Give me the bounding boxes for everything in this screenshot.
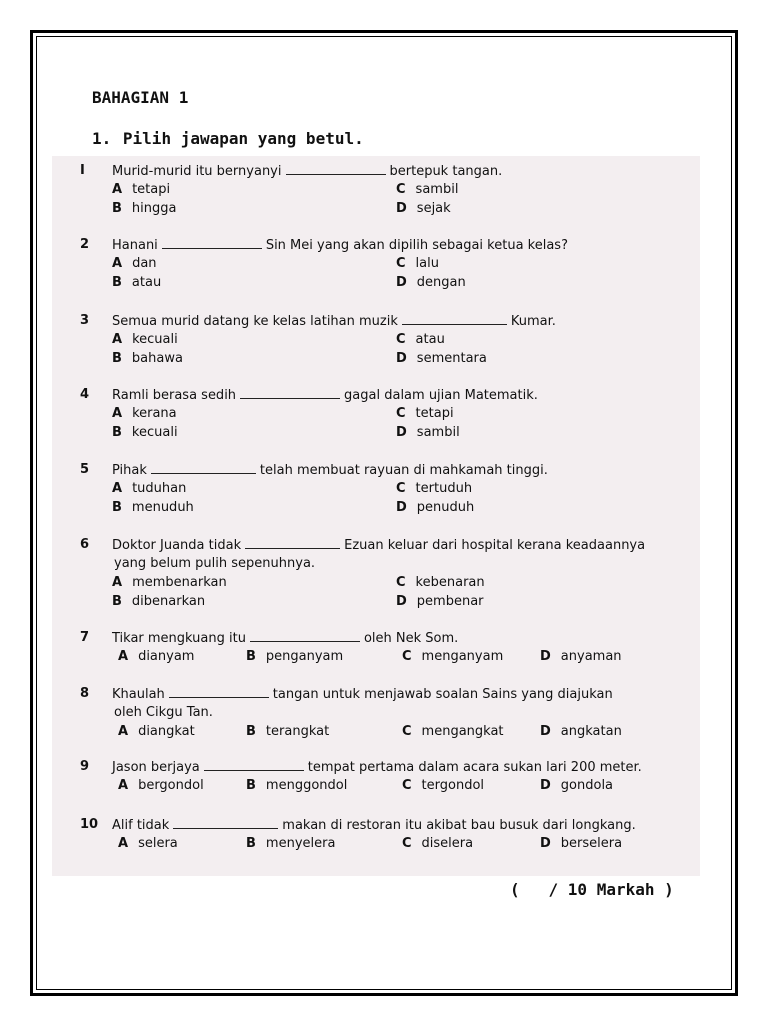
answer-option[interactable] (396, 594, 484, 609)
option-letter: D (396, 275, 407, 290)
option-text: sambil (416, 425, 460, 440)
option-letter: C (396, 332, 406, 347)
option-letter: C (402, 836, 412, 851)
option-letter: B (246, 778, 256, 793)
question-text (112, 387, 538, 403)
answer-option[interactable] (402, 836, 473, 851)
answer-option[interactable] (112, 182, 170, 197)
option-text: dengan (416, 275, 466, 290)
option-text: selera (138, 836, 178, 851)
option-letter: B (112, 275, 122, 290)
option-text: bahawa (131, 351, 183, 366)
option-text: dianyam (138, 649, 195, 664)
option-text: mengangkat (421, 724, 504, 739)
option-text: tuduhan (132, 481, 187, 496)
answer-option[interactable] (396, 201, 451, 216)
option-text: menggondol (265, 778, 348, 793)
option-text: hingga (131, 201, 177, 216)
question-number: 10 (80, 817, 99, 832)
question-text-after-blank: Kumar. (510, 314, 556, 329)
option-letter: D (396, 201, 407, 216)
question-number: 6 (80, 537, 90, 552)
question-number: 4 (80, 387, 90, 402)
option-letter: C (402, 724, 412, 739)
question-text-after-blank: tangan untuk menjawab soalan Sains yang diajukan (272, 687, 613, 702)
answer-blank (151, 462, 256, 474)
question-text-after-blank: tempat pertama dalam acara sukan lari 200 meter. (307, 760, 642, 775)
answer-option[interactable] (118, 836, 178, 851)
answer-option[interactable] (246, 649, 343, 664)
answer-option[interactable] (112, 256, 157, 271)
option-text: sejak (416, 201, 451, 216)
option-letter: A (112, 182, 123, 197)
instruction-text: Pilih jawapan yang betul. (122, 129, 364, 148)
option-letter: B (112, 500, 122, 515)
option-letter: D (540, 724, 551, 739)
section-title: BAHAGIAN 1 (92, 88, 189, 107)
option-text: kebenaran (415, 575, 485, 590)
answer-option[interactable] (540, 649, 622, 664)
answer-option[interactable] (402, 649, 503, 664)
option-letter: B (112, 425, 122, 440)
answer-option[interactable] (118, 778, 204, 793)
option-text: tertuduh (415, 481, 473, 496)
option-letter: A (112, 406, 123, 421)
answer-option[interactable] (396, 256, 439, 271)
answer-option[interactable] (396, 500, 474, 515)
option-text: kecuali (132, 332, 178, 347)
answer-option[interactable] (396, 275, 466, 290)
option-text: dibenarkan (131, 594, 206, 609)
question-text-before-blank: Hanani (112, 238, 158, 253)
option-letter: A (118, 649, 129, 664)
question-text-after-blank: makan di restoran itu akibat bau busuk dari longkang. (282, 818, 636, 833)
answer-blank (250, 630, 360, 642)
option-letter: A (112, 575, 123, 590)
question-text-after-blank: bertepuk tangan. (389, 164, 503, 179)
question-text-before-blank: Pihak (112, 463, 147, 478)
question-text-before-blank: Jason berjaya (112, 760, 200, 775)
option-text: bergondol (138, 778, 204, 793)
option-letter: D (540, 778, 551, 793)
question-text-before-blank: Khaulah (112, 687, 165, 702)
answer-option[interactable] (402, 778, 484, 793)
option-letter: C (402, 778, 412, 793)
answer-option[interactable] (112, 351, 183, 366)
option-letter: D (396, 594, 407, 609)
option-text: diselera (421, 836, 474, 851)
question-text-line2: yang belum pulih sepenuhnya. (114, 556, 316, 571)
answer-option[interactable] (396, 332, 445, 347)
answer-option[interactable] (246, 778, 347, 793)
option-text: menyelera (265, 836, 336, 851)
option-letter: A (112, 481, 123, 496)
option-letter: A (118, 836, 129, 851)
option-text: tetapi (415, 406, 454, 421)
answer-option[interactable] (246, 724, 329, 739)
option-letter: B (246, 836, 256, 851)
answer-option[interactable] (540, 778, 613, 793)
question-number: I (80, 163, 85, 178)
option-text: dan (132, 256, 157, 271)
question-text (112, 630, 458, 646)
option-letter: C (396, 406, 406, 421)
question-number: 3 (80, 313, 90, 328)
option-text: berselera (560, 836, 623, 851)
option-letter: A (118, 724, 129, 739)
answer-option[interactable] (112, 201, 176, 216)
answer-blank (286, 163, 386, 175)
option-letter: D (540, 649, 551, 664)
question-text-before-blank: Alif tidak (112, 818, 170, 833)
answer-blank (162, 237, 262, 249)
question-number: 5 (80, 462, 90, 477)
instruction-number: 1. (92, 129, 112, 148)
option-text: membenarkan (132, 575, 227, 590)
option-text: tetapi (132, 182, 171, 197)
option-text: menganyam (421, 649, 504, 664)
answer-option[interactable] (112, 500, 194, 515)
question-text-before-blank: Ramli berasa sedih (112, 388, 237, 403)
question-text (112, 537, 645, 553)
option-letter: B (246, 649, 256, 664)
option-text: anyaman (560, 649, 622, 664)
answer-option[interactable] (112, 481, 186, 496)
answer-option[interactable] (396, 351, 487, 366)
option-text: sementara (416, 351, 487, 366)
question-text (112, 462, 548, 478)
question-text (112, 237, 568, 253)
question-text-before-blank: Semua murid datang ke kelas latihan muzik (112, 314, 398, 329)
answer-option[interactable] (402, 724, 504, 739)
option-letter: C (396, 481, 406, 496)
option-letter: D (396, 500, 407, 515)
option-text: atau (131, 275, 162, 290)
option-text: kerana (132, 406, 177, 421)
option-letter: B (112, 201, 122, 216)
answer-option[interactable] (112, 594, 205, 609)
option-text: diangkat (138, 724, 195, 739)
answer-option[interactable] (396, 575, 485, 590)
option-text: lalu (415, 256, 439, 271)
question-number: 2 (80, 237, 90, 252)
answer-blank (173, 817, 278, 829)
question-text-after-blank: oleh Nek Som. (363, 631, 459, 646)
option-text: gondola (560, 778, 614, 793)
answer-option[interactable] (396, 425, 460, 440)
answer-blank (245, 537, 340, 549)
option-text: pembenar (416, 594, 484, 609)
answer-option[interactable] (396, 182, 458, 197)
answer-option[interactable] (540, 724, 622, 739)
option-letter: B (246, 724, 256, 739)
option-letter: C (396, 182, 406, 197)
option-text: atau (415, 332, 445, 347)
option-letter: C (396, 256, 406, 271)
answer-option[interactable] (112, 575, 227, 590)
question-text (112, 686, 613, 702)
option-letter: B (112, 594, 122, 609)
answer-option[interactable] (112, 275, 161, 290)
answer-option[interactable] (112, 406, 177, 421)
option-letter: D (396, 351, 407, 366)
option-letter: B (112, 351, 122, 366)
answer-option[interactable] (118, 649, 194, 664)
question-text-before-blank: Murid-murid itu bernyanyi (112, 164, 282, 179)
question-text-after-blank: Ezuan keluar dari hospital kerana keadaannya (344, 538, 646, 553)
question-text-after-blank: Sin Mei yang akan dipilih sebagai ketua kelas? (265, 238, 568, 253)
option-text: terangkat (265, 724, 330, 739)
answer-option[interactable] (396, 406, 454, 421)
question-number: 7 (80, 630, 90, 645)
score-box: ( / 10 Markah ) (510, 880, 674, 899)
question-text-after-blank: gagal dalam ujian Matematik. (344, 388, 538, 403)
answer-option[interactable] (112, 425, 178, 440)
option-letter: D (396, 425, 407, 440)
option-letter: A (112, 332, 123, 347)
answer-blank (204, 759, 304, 771)
answer-option[interactable] (540, 836, 622, 851)
question-text (112, 759, 642, 775)
option-text: tergondol (421, 778, 485, 793)
option-text: kecuali (131, 425, 178, 440)
answer-blank (169, 686, 269, 698)
option-letter: A (112, 256, 123, 271)
option-letter: C (402, 649, 412, 664)
option-letter: A (118, 778, 129, 793)
option-letter: D (540, 836, 551, 851)
answer-option[interactable] (118, 724, 195, 739)
option-text: sambil (415, 182, 459, 197)
option-text: menuduh (131, 500, 194, 515)
answer-option[interactable] (396, 481, 472, 496)
option-text: penganyam (265, 649, 344, 664)
answer-option[interactable] (112, 332, 178, 347)
question-text-line2: oleh Cikgu Tan. (114, 705, 213, 720)
answer-blank (240, 387, 340, 399)
option-text: penuduh (416, 500, 475, 515)
question-text (112, 313, 556, 329)
option-letter: C (396, 575, 406, 590)
question-text-before-blank: Doktor Juanda tidak (112, 538, 242, 553)
instruction (92, 129, 364, 148)
option-text: angkatan (560, 724, 622, 739)
question-text (112, 817, 636, 833)
question-number: 9 (80, 759, 90, 774)
answer-blank (402, 313, 507, 325)
answer-option[interactable] (246, 836, 335, 851)
question-number: 8 (80, 686, 90, 701)
question-text-before-blank: Tikar mengkuang itu (112, 631, 246, 646)
question-text-after-blank: telah membuat rayuan di mahkamah tinggi. (259, 463, 548, 478)
question-text (112, 163, 502, 179)
